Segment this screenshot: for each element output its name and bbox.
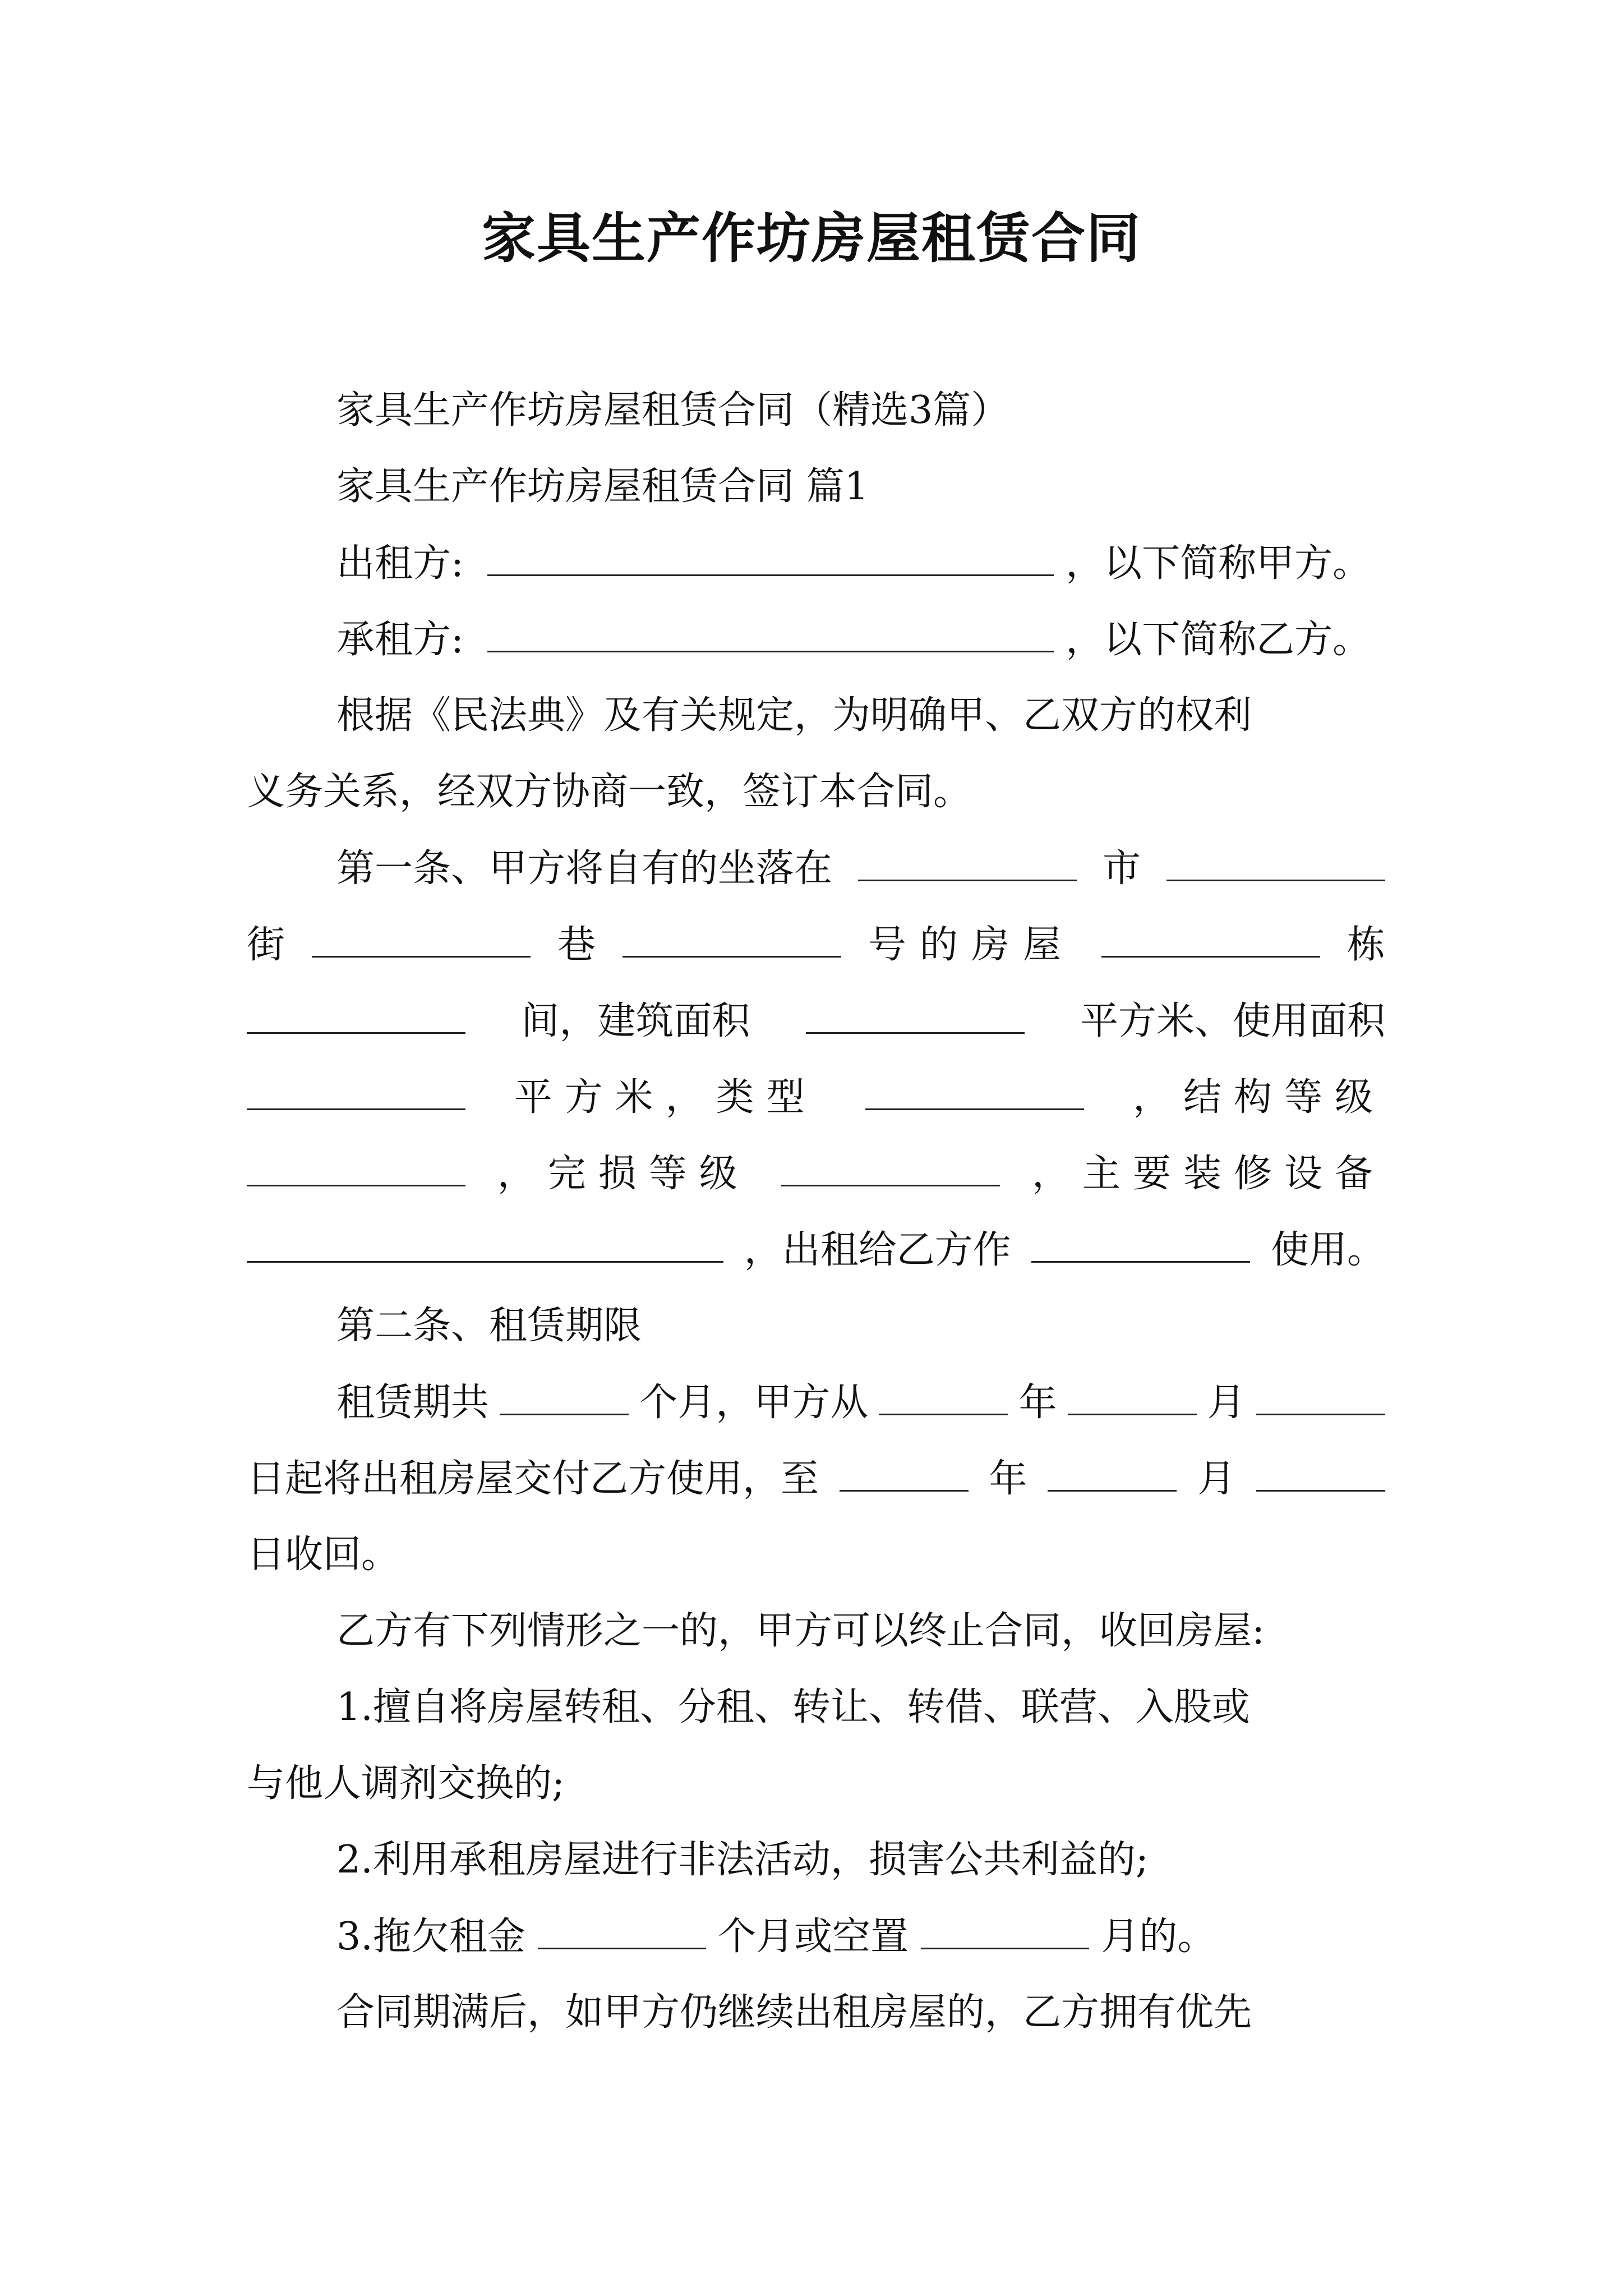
termination-item-3: [336, 1908, 1385, 1965]
condition-grade-label: ，完损等级: [497, 1152, 750, 1196]
type-label: 平方米，类型: [514, 1075, 817, 1120]
lessor-name-blank[interactable]: [487, 535, 1054, 576]
house-number-blank[interactable]: [1101, 917, 1320, 958]
usable-area-blank[interactable]: [247, 1069, 465, 1110]
lane-label: 巷: [557, 923, 596, 967]
structure-grade-label: ，结构等级: [1132, 1075, 1385, 1120]
start-day-blank[interactable]: [1256, 1374, 1385, 1415]
usable-area-label: 平方米、使用面积: [1080, 999, 1385, 1043]
article1-line-6: [247, 1222, 1385, 1278]
end-year-blank[interactable]: [840, 1451, 969, 1492]
start-year-label: 年: [1018, 1381, 1057, 1425]
street-label: 街: [247, 923, 285, 967]
document-subtitle: 家具生产作坊房屋租赁合同（精选3篇）: [336, 388, 1009, 432]
vacancy-label: 个月或空置: [718, 1915, 909, 1959]
type-blank[interactable]: [865, 1069, 1084, 1110]
lessee-name-blank[interactable]: [487, 611, 1054, 652]
decoration-blank[interactable]: [247, 1222, 723, 1263]
document-title: 家具生产作坊房屋租赁合同: [482, 206, 1141, 270]
vacancy-months-blank[interactable]: [921, 1908, 1089, 1949]
lessor-line: [336, 535, 1385, 592]
item3-suffix: 月的。: [1101, 1915, 1216, 1959]
house-number-label: 号的房屋: [868, 923, 1075, 967]
article1-line-3: [247, 993, 1385, 1050]
start-month-label: 月: [1207, 1381, 1246, 1425]
termination-item-1-line-1: 1.擅自将房屋转租、分租、转让、转借、联营、入股或: [336, 1685, 1250, 1729]
handover-label: 日起将出租房屋交付乙方使用，至: [247, 1457, 819, 1501]
termination-intro: 乙方有下列情形之一的，甲方可以终止合同，收回房屋:: [336, 1609, 1265, 1653]
lessee-label: 承租方:: [336, 618, 464, 662]
structure-grade-blank[interactable]: [247, 1145, 465, 1186]
location-blank[interactable]: [858, 840, 1077, 881]
article1-location-label: 第一条、甲方将自有的坐落在: [336, 846, 833, 891]
lease-term-label: 租赁期共: [336, 1381, 490, 1425]
article1-line-4: [247, 1069, 1385, 1126]
article2-line-3: 日收回。: [247, 1533, 400, 1577]
lease-purpose-label: ，出租给乙方作: [744, 1228, 1011, 1272]
arrears-months-blank[interactable]: [538, 1908, 706, 1949]
preamble-line-2: 义务关系，经双方协商一致，签订本合同。: [247, 770, 972, 814]
end-month-blank[interactable]: [1048, 1451, 1177, 1492]
end-year-label: 年: [989, 1457, 1027, 1501]
article2-line-2: [247, 1451, 1385, 1507]
lessee-line: [336, 611, 1385, 668]
lessor-label: 出租方:: [336, 541, 464, 586]
start-month-blank[interactable]: [1068, 1374, 1197, 1415]
rent-arrears-label: 3.拖欠租金: [336, 1915, 525, 1959]
termination-item-2: 2.利用承租房屋进行非法活动，损害公共利益的;: [336, 1838, 1149, 1882]
lessor-suffix: ，以下简称甲方。: [1066, 541, 1371, 586]
article2-heading: 第二条、租赁期限: [336, 1304, 642, 1348]
building-blank[interactable]: [247, 993, 465, 1034]
preamble-line-1: 根据《民法典》及有关规定，为明确甲、乙双方的权利: [336, 693, 1252, 738]
city-blank[interactable]: [1166, 840, 1385, 881]
lease-purpose-blank[interactable]: [1031, 1222, 1250, 1263]
usage-label: 使用。: [1270, 1228, 1385, 1272]
floor-area-blank[interactable]: [806, 993, 1025, 1034]
condition-grade-blank[interactable]: [781, 1145, 1000, 1186]
city-label: 市: [1102, 846, 1141, 891]
lane-blank[interactable]: [623, 917, 841, 958]
decoration-label: ，主要装修设备: [1031, 1152, 1385, 1196]
building-label: 栋: [1347, 923, 1385, 967]
from-label: 个月，甲方从: [639, 1381, 869, 1425]
floor-area-label: 间，建筑面积: [521, 999, 750, 1043]
lease-months-blank[interactable]: [500, 1374, 629, 1415]
article1-line-2: [247, 917, 1385, 973]
lessee-suffix: ，以下简称乙方。: [1066, 618, 1371, 662]
renewal-line-1: 合同期满后，如甲方仍继续出租房屋的，乙方拥有优先: [336, 1990, 1252, 2035]
end-day-blank[interactable]: [1256, 1451, 1385, 1492]
section-heading: 家具生产作坊房屋租赁合同 篇1: [336, 464, 869, 509]
article2-line-1: [336, 1374, 1385, 1431]
termination-item-1-line-2: 与他人调剂交换的;: [247, 1761, 565, 1806]
article1-line-5: [247, 1145, 1385, 1202]
end-month-label: 月: [1197, 1457, 1236, 1501]
start-year-blank[interactable]: [879, 1374, 1008, 1415]
street-blank[interactable]: [312, 917, 531, 958]
article1-line-1: [336, 840, 1385, 897]
